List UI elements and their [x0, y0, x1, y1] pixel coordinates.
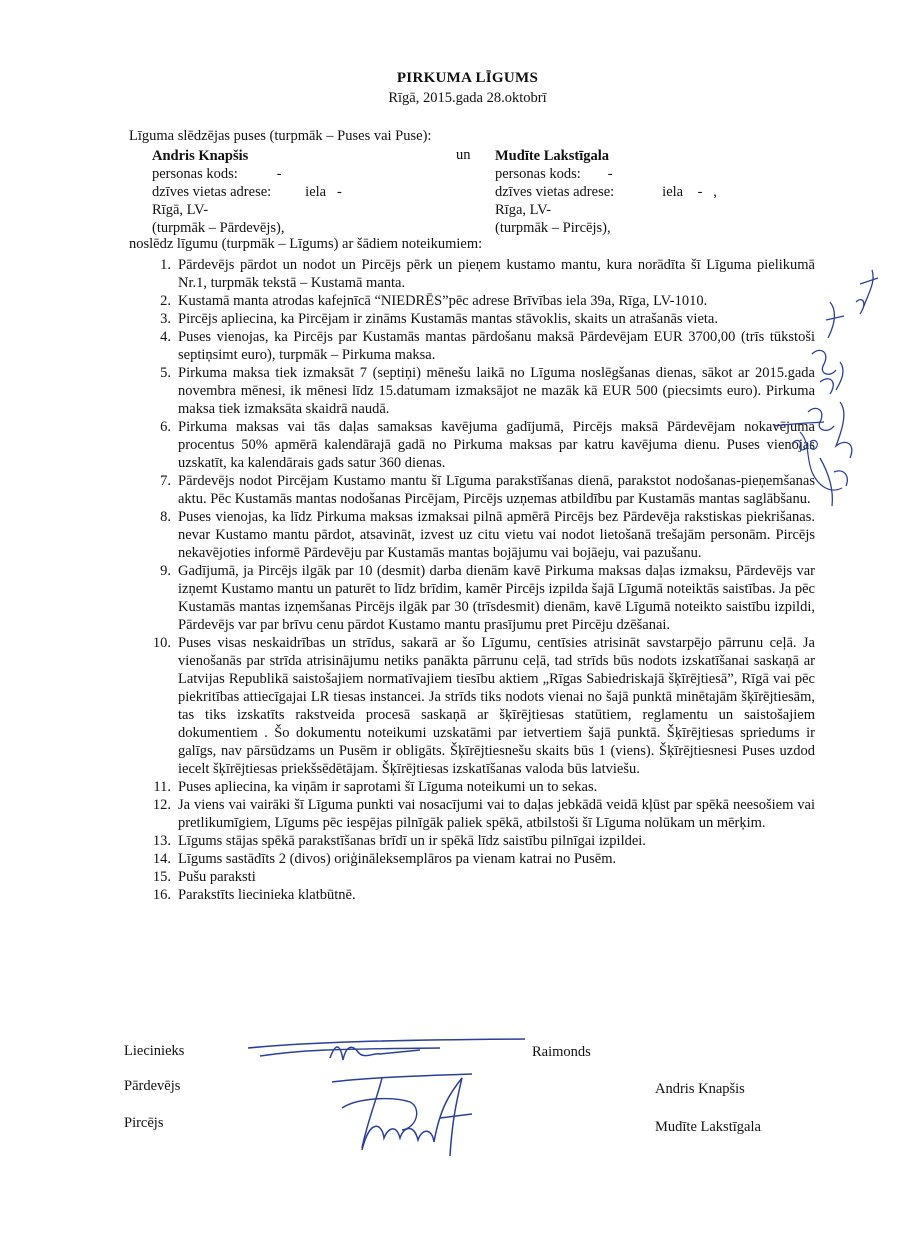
seller-address-value: iela -: [305, 184, 342, 200]
seller-address-row: [152, 183, 452, 201]
buyer-id-row: [495, 165, 775, 183]
term-text: Gadījumā, ja Pircējs ilgāk par 10 (desmit) darba dienām kavē Pirkuma maksas daļas izmaksu, Pārdevējs var izņemt Kustamo mantu un paturēt to līdz brīdim, kamēr Pircējs izpilda šajā Līgumā noteiktās saistības. Ja pēc Kustamās mantas izņemšanas Pircējs ilgāk par 30 (trīsdesmit) dienām, kavē Līgumā noteikto saistību izpildi, Pārdevējs var par brīvu cenu pārdot Kustamo mantu prasījumu pret Pircēju dzēšanai.: [178, 563, 815, 633]
term-text: Līgums stājas spēkā parakstīšanas brīdī un ir spēkā līdz saistību pilnīgai izpildei.: [178, 833, 646, 849]
buyer-details: [495, 147, 775, 237]
seller-role: (turpmāk – Pārdevējs),: [152, 220, 285, 236]
term-text: Ja viens vai vairāki šī Līguma punkti vai nosacījumi vai to daļas jebkādā veidā kļūst par spēkā neesošiem vai pretlikumīgiem, Līgums pēc iespējas pilnīgāk paliek spēkā, atbilstoši šī Līguma nolūkam un mērķim.: [178, 797, 815, 831]
term-text: Pirkuma maksas vai tās daļas samaksas kavējuma gadījumā, Pircējs maksā Pārdevējam nokavējuma procentus 50% apmērā kalendārajā gadā no Pirkuma maksas par katru kavējuma dienu. Puses vienojas uzskatīt, ka kalendārais gads satur 360 dienas.: [178, 419, 815, 471]
term-number: 14.: [152, 851, 171, 867]
buyer-id-value: -: [607, 166, 613, 182]
intro-line: Līguma slēdzējas puses (turpmāk – Puses vai Puse):: [129, 128, 432, 144]
parties-connector: un: [456, 147, 471, 163]
term-text: Pircējs apliecina, ka Pircējam ir zināms Kustamās mantas stāvoklis, skaits un atrašanās vieta.: [178, 311, 718, 327]
seller-name: Andris Knapšis: [152, 148, 249, 164]
term-item: [133, 310, 815, 328]
buyer-signature-name: Mudīte Lakstīgala: [655, 1119, 761, 1135]
term-item: [133, 868, 815, 886]
witness-signature-image: [240, 1030, 540, 1070]
buyer-id-label: personas kods:: [495, 166, 581, 182]
term-number: 13.: [152, 833, 171, 849]
terms-list: [133, 256, 815, 904]
term-item: [133, 256, 815, 292]
seller-id-row: [152, 165, 452, 183]
term-text: Puses apliecina, ka viņām ir saprotami šī Līguma noteikumi un to sekas.: [178, 779, 598, 795]
term-item: [133, 562, 815, 634]
conclude-line: noslēdz līgumu (turpmāk – Līgums) ar šādiem noteikumiem:: [129, 236, 483, 252]
term-text: Puses vienojas, ka līdz Pirkuma maksas izmaksai pilnā apmērā Pircējs bez Pārdevēja rakstiskas piekrišanas. nevar Kustamo mantu pārdot, atsavināt, izvest uz citu vietu vai nodot lietošanā trešajām personām. Pircējs nekavējoties informē Pārdevēju par Kustamās mantas bojājumu vai bojāeju, vai pazušanu.: [178, 509, 815, 561]
term-text: Kustamā manta atrodas kafejnīcā “NIEDRĒS”pēc adrese Brīvības iela 39a, Rīga, LV-1010.: [178, 293, 708, 309]
term-text: Pirkuma maksa tiek izmaksāt 7 (septiņi) mēnešu laikā no Līguma noslēgšanas dienas, sākot ar 2015.gada novembra mēnesi, ik mēnesi līdz 15.datumam izmaksājot ne mazāk kā EUR 500 (piecsimts euro). Pirkuma maksa tiek izmaksāta skaidrā naudā.: [178, 365, 815, 417]
term-number: 5.: [160, 365, 171, 381]
term-number: 9.: [160, 563, 171, 579]
seller-signature-name: Andris Knapšis: [655, 1081, 745, 1097]
term-item: [133, 886, 815, 904]
term-item: [133, 634, 815, 778]
term-item: [133, 472, 815, 508]
seller-id-label: personas kods:: [152, 166, 238, 182]
witness-name: Raimonds: [532, 1044, 591, 1060]
term-number: 8.: [160, 509, 171, 525]
witness-label: Liecinieks: [124, 1043, 185, 1059]
seller-city: Rīgā, LV-: [152, 202, 209, 218]
term-text: Pārdevējs nodot Pircējam Kustamo mantu šī Līguma parakstīšanas dienā, parakstot nodošanas-pieņemšanas aktu. Pēc Kustamās mantas nodošanas Pircējam, Pircējs uzņemas atbildību par Kustamās mantas saglābšanu.: [178, 473, 815, 507]
buyer-role: (turpmāk – Pircējs),: [495, 220, 611, 236]
term-text: Līgums sastādīts 2 (divos) oriģināleksemplāros pa vienam katrai no Pusēm.: [178, 851, 617, 867]
term-number: 4.: [160, 329, 171, 345]
buyer-city: Rīga, LV-: [495, 202, 552, 218]
seller-address-label: dzīves vietas adrese:: [152, 184, 272, 200]
term-item: [133, 796, 815, 832]
buyer-name: Mudīte Lakstīgala: [495, 148, 609, 164]
buyer-address-label: dzīves vietas adrese:: [495, 184, 615, 200]
term-number: 12.: [152, 797, 171, 813]
buyer-address-row: [495, 183, 775, 201]
term-item: [133, 292, 815, 310]
party-signature-image: [322, 1068, 502, 1158]
place-date: Rīgā, 2015.gada 28.oktobrī: [388, 90, 547, 106]
term-item: [133, 364, 815, 418]
term-number: 16.: [152, 887, 171, 903]
term-number: 3.: [160, 311, 171, 327]
term-number: 2.: [160, 293, 171, 309]
term-text: Puses vienojas, ka Pircējs par Kustamās mantas pārdošanu maksā Pārdevējam EUR 3700,00 (trīs tūkstoši septiņsimt euro), turpmāk – Pirkuma maksa.: [178, 329, 815, 363]
term-item: [133, 850, 815, 868]
term-text: Parakstīts liecinieka klatbūtnē.: [178, 887, 356, 903]
term-item: [133, 508, 815, 562]
seller-id-value: -: [276, 166, 282, 182]
term-text: Pārdevējs pārdot un nodot un Pircējs pērk un pieņem kustamo mantu, kura norādīta šī Līguma pielikumā Nr.1, turpmāk tekstā – Kustamā manta.: [178, 257, 815, 291]
term-number: 15.: [152, 869, 171, 885]
seller-details: [152, 147, 452, 237]
term-text: Pušu paraksti: [178, 869, 256, 885]
term-item: [133, 328, 815, 364]
buyer-address-value: iela - ,: [662, 184, 717, 200]
term-number: 11.: [153, 779, 171, 795]
term-number: 7.: [160, 473, 171, 489]
term-item: [133, 778, 815, 796]
seller-label: Pārdevējs: [124, 1078, 181, 1094]
document-title: PIRKUMA LĪGUMS: [396, 70, 539, 86]
term-item: [133, 832, 815, 850]
term-item: [133, 418, 815, 472]
term-number: 10.: [152, 635, 171, 651]
buyer-label: Pircējs: [124, 1115, 164, 1131]
term-number: 6.: [160, 419, 171, 435]
term-text: Puses visas neskaidrības un strīdus, sakarā ar šo Līgumu, centīsies atrisināt savstarpējo pārrunu ceļā. Ja vienošanās par strīda atrisinājumu netiks panākta pārrunu ceļā, tad strīds būs nodots izskatīšanai saskaņā ar Latvijas Republikā saistošajiem normatīvajiem tiesību aktiem „Rīgas Sabiedriskajā šķīrējtiesā”, Rīgā vai pēc piekritības attiecīgajai LR tiesas instancei. Ja strīds tiks nodots vienai no šajā punktā minētajām šķīrējtiesām, tas tiks izskatīts rakstveida procesā saskaņā ar šķīrējtiesas statūtiem, reglamentu un saistošajiem dokumentiem . Šo dokumentu noteikumi uzskatāmi par ietvertiem šajā punktā. Šķīrējtiesas spriedums ir galīgs, nav pārsūdzams un Pusēm ir obligāts. Šķīrējtiesnešu skaits būs 1 (viens). Šķīrējtiesnesi Puses uzdod iecelt šķīrējtiesas priekšsēdētājam. Šķīrējtiesas izskatīšanas valoda būs latviešu.: [178, 635, 815, 777]
term-number: 1.: [160, 257, 171, 273]
